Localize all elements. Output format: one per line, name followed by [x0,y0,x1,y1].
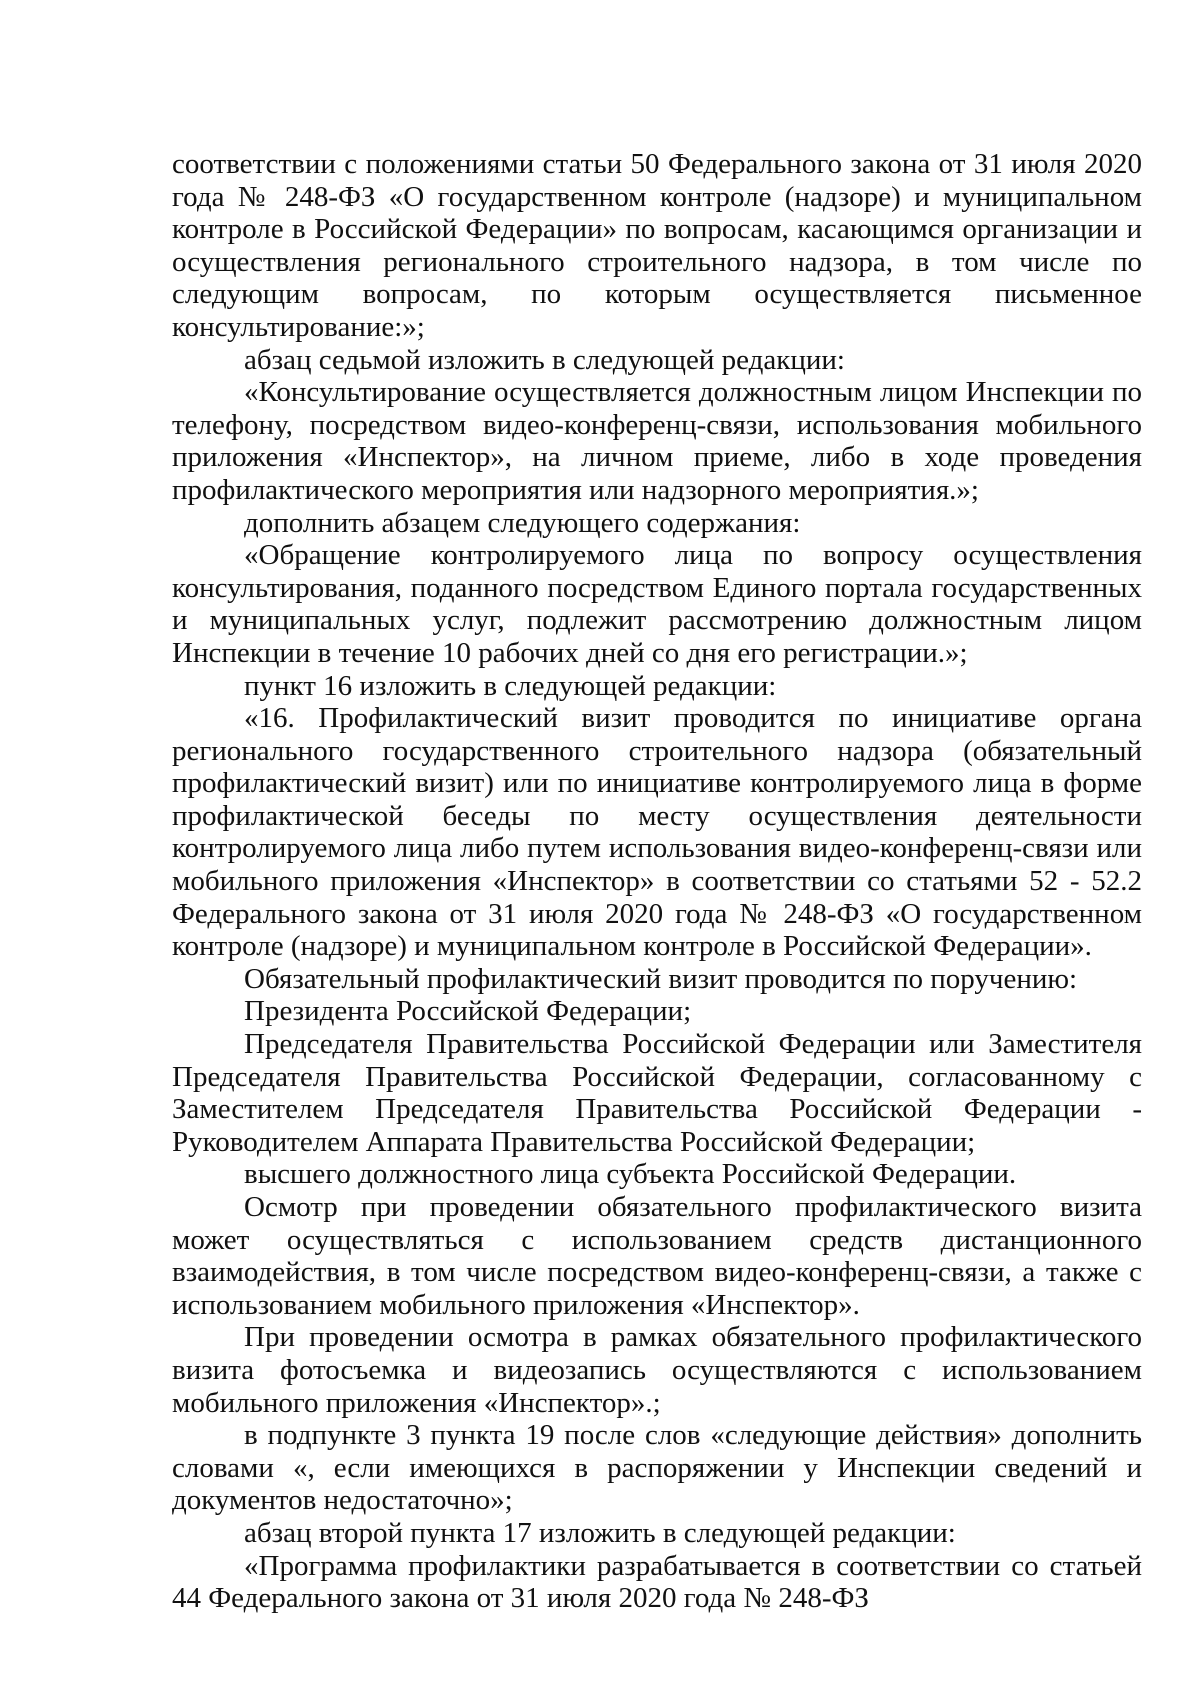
paragraph-1: соответствии с положениями статьи 50 Федерального закона от 31 июля 2020 года № 248-ФЗ «О государственном контроле (надзоре) и муниципальном контроле в Российской Федерации» по вопросам, касающимся организации и осуществления регионального строительного надзора, в том числе по следующим вопросам, по которым осуществляется письменное консультирование:»; [172,148,1142,343]
paragraph-13: При проведении осмотра в рамках обязательного профилактического визита фотосъемка и видеозапись осуществляются с использованием мобильного приложения «Инспектор».; [172,1321,1142,1419]
paragraph-15: абзац второй пункта 17 изложить в следующей редакции: [244,1516,956,1549]
paragraph-5: «Обращение контролируемого лица по вопросу осуществления консультирования, поданного посредством Единого портала государственных и муниципальных услуг, подлежит рассмотрению должностным лицом Инспекции в течение 10 рабочих дней со дня его регистрации.»; [172,539,1142,669]
paragraph-3: «Консультирование осуществляется должностным лицом Инспекции по телефону, посредством видео-конференц-связи, использования мобильного приложения «Инспектор», на личном приеме, либо в ходе проведения профилактического мероприятия или надзорного мероприятия.»; [172,376,1142,506]
document-body [172,148,1142,1615]
paragraph-4: дополнить абзацем следующего содержания: [244,506,801,539]
paragraph-2: абзац седьмой изложить в следующей редакции: [244,343,845,376]
paragraph-12: Осмотр при проведении обязательного профилактического визита может осуществляться с использованием средств дистанционного взаимодействия, в том числе посредством видео-конференц-связи, а также с использованием мобильного приложения «Инспектор». [172,1191,1142,1321]
paragraph-10: Председателя Правительства Российской Федерации или Заместителя Председателя Правительства Российской Федерации, согласованному с Заместителем Председателя Правительства Российской Федерации - Руководителем Аппарата Правительства Российской Федерации; [172,1028,1142,1158]
paragraph-8: Обязательный профилактический визит проводится по поручению: [244,962,1078,995]
paragraph-9: Президента Российской Федерации; [244,995,692,1028]
paragraph-11: высшего должностного лица субъекта Российской Федерации. [244,1158,1017,1191]
paragraph-7: «16. Профилактический визит проводится по инициативе органа регионального государственного строительного надзора (обязательный профилактический визит) или по инициативе контролируемого лица в форме профилактической беседы по месту осуществления деятельности контролируемого лица либо путем использования видео-конференц-связи или мобильного приложения «Инспектор» в соответствии со статьями 52 - 52.2 Федерального закона от 31 июля 2020 года № 248-ФЗ «О государственном контроле (надзоре) и муниципальном контроле в Российской Федерации». [172,702,1142,963]
paragraph-16: «Программа профилактики разрабатывается в соответствии со статьей 44 Федерального закона от 31 июля 2020 года № 248-ФЗ [172,1549,1142,1615]
paragraph-6: пункт 16 изложить в следующей редакции: [244,669,777,702]
paragraph-14: в подпункте 3 пункта 19 после слов «следующие действия» дополнить словами «, если имеющихся в распоряжении у Инспекции сведений и документов недостаточно»; [172,1419,1142,1517]
